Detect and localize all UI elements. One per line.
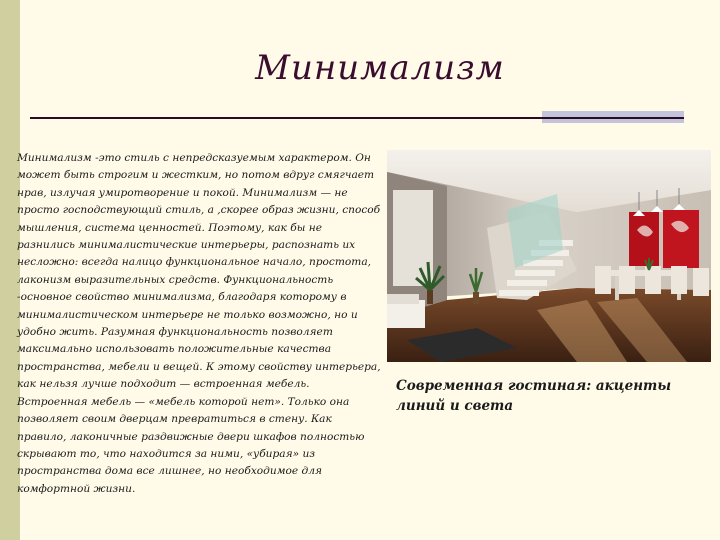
slide-title: Минимализм — [255, 48, 505, 88]
title-rule — [30, 117, 542, 119]
paragraph-built-in-furniture: Встроенная мебель — «мебель которой нет». Только она позволяет своим дверцам превратиться в стену. Как правило, лаконичные раздвижные двери шкафов полностью скрывают то, что находится за ними, «убирая» из пространства дома все лишнее, но необходимое для комфортной жизни. — [17, 395, 365, 495]
paragraph-minimalism: Минимализм -это стиль с непредсказуемым характером. Он может быть строгим и жестким, но потом вдруг смягчает нрав, излучая умиротворение и покой. Минимализм — не просто господствующий стиль, а ,скорее образ жизни, способ мышления, система ценностей. Поэтому, как бы не разнились минималистические интерьеры, распознать их несложно: всегда налицо функциональное начало, простота, лаконизм выразительных средств. Функциональность -основное свойство минимализма, благодаря которому в минималистическом интерьере не только возможно, но и удобно жить. Разумная функциональность позволяет максимально использовать положительные качества пространства, мебели и вещей. К этому свойству интерьера, как нельзя лучше подходит — встроенная мебель. — [17, 152, 381, 391]
living-room-photo — [387, 150, 711, 362]
title-rule-end — [542, 117, 684, 119]
image-caption: Современная гостиная: акценты линий и света — [396, 378, 672, 414]
body-text — [17, 150, 383, 498]
